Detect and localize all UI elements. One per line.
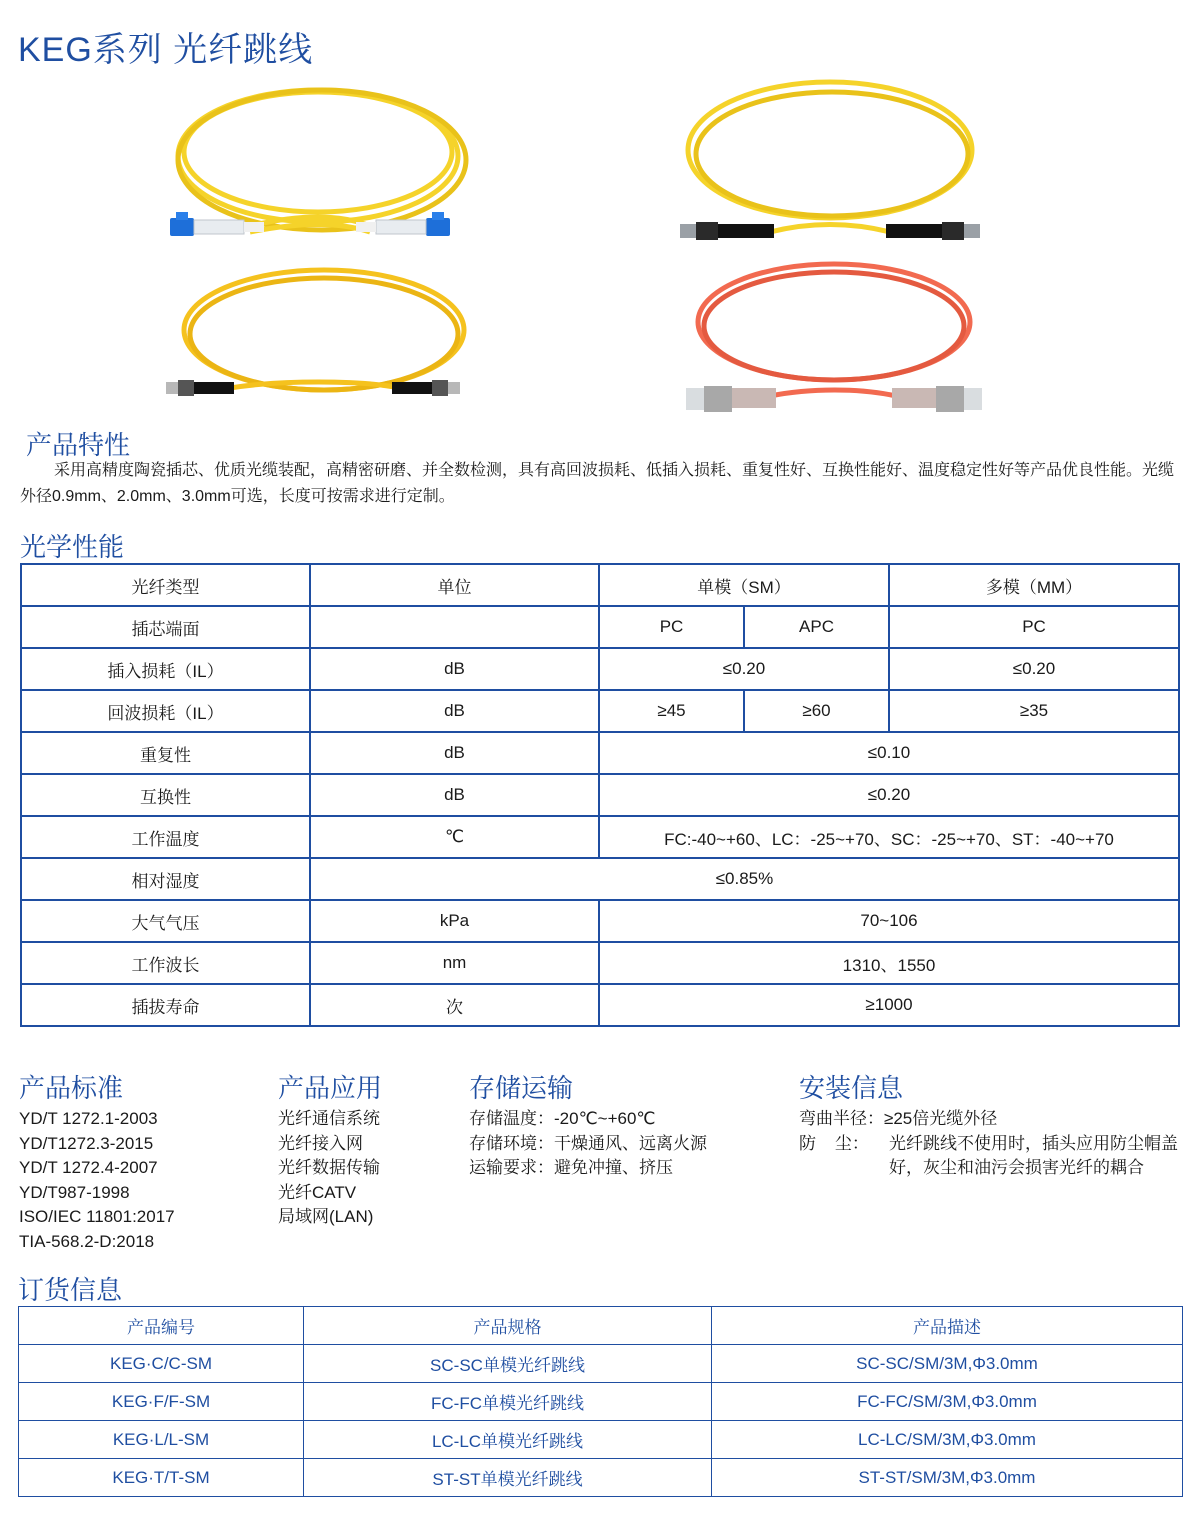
- table-cell: PC: [599, 606, 744, 648]
- table-cell: 互换性: [21, 774, 310, 816]
- list-item: YD/T 1272.4-2007: [19, 1158, 158, 1177]
- storage-section: [469, 1068, 707, 1181]
- table-cell: 工作波长: [21, 942, 310, 984]
- list-item: ISO/IEC 11801:2017: [19, 1207, 175, 1226]
- install-title: 安装信息: [799, 1073, 904, 1103]
- table-cell: SC-SC/SM/3M,Φ3.0mm: [712, 1345, 1183, 1383]
- list-item: 光纤通信系统: [278, 1109, 380, 1128]
- standards-title: 产品标准: [19, 1073, 124, 1103]
- table-cell: dB: [310, 648, 599, 690]
- table-cell: nm: [310, 942, 599, 984]
- table-cell: [310, 606, 599, 648]
- table-cell: FC-FC单模光纤跳线: [304, 1383, 712, 1421]
- table-row: [21, 648, 1179, 690]
- applications-title: 产品应用: [278, 1073, 383, 1103]
- table-cell: ℃: [310, 816, 599, 858]
- table-cell: ≤0.20: [889, 648, 1179, 690]
- table-cell: KEG·F/F-SM: [19, 1383, 304, 1421]
- st-patch-cord-image: [680, 82, 980, 240]
- table-cell: SC-SC单模光纤跳线: [304, 1345, 712, 1383]
- table-cell: 工作温度: [21, 816, 310, 858]
- table-cell: dB: [310, 732, 599, 774]
- table-row: [21, 900, 1179, 942]
- product-photos: [0, 0, 1200, 420]
- list-item: YD/T 1272.1-2003: [19, 1109, 158, 1128]
- table-cell: ≤0.85%: [310, 858, 1179, 900]
- table-cell: KEG·L/L-SM: [19, 1421, 304, 1459]
- table-cell: LC-LC/SM/3M,Φ3.0mm: [712, 1421, 1183, 1459]
- list-item: YD/T1272.3-2015: [19, 1133, 154, 1153]
- table-cell: ST-ST/SM/3M,Φ3.0mm: [712, 1459, 1183, 1497]
- table-row: [21, 774, 1179, 816]
- table-row: [21, 690, 1179, 732]
- page-title: KEG系列 光纤跳线: [18, 31, 314, 69]
- table-cell: 插拔寿命: [21, 984, 310, 1026]
- fc-patch-cord-image: [166, 270, 464, 396]
- table-cell: ≥45: [599, 690, 744, 732]
- table-cell: ≥60: [744, 690, 889, 732]
- list-item: 存储环境：干燥通风、远离火源: [469, 1133, 707, 1153]
- table-cell: PC: [889, 606, 1179, 648]
- list-item: 运输要求：避免冲撞、挤压: [469, 1158, 673, 1177]
- table-cell: 70~106: [599, 900, 1179, 942]
- table-cell: kPa: [310, 900, 599, 942]
- header-cell: 单模（SM）: [599, 564, 889, 606]
- table-cell: 回波损耗（IL）: [21, 690, 310, 732]
- table-row: [21, 942, 1179, 984]
- table-row: [19, 1345, 1183, 1383]
- table-cell: 1310、1550: [599, 942, 1179, 984]
- storage-title: 存储运输: [469, 1073, 574, 1103]
- list-item: 存储温度：-20℃~+60℃: [469, 1109, 656, 1128]
- dust-text: 光纤跳线不使用时，插头应用防尘帽盖好，灰尘和油污会损害光纤的耦合: [889, 1133, 1178, 1177]
- table-cell: ≤0.20: [599, 774, 1179, 816]
- table-row: [21, 564, 1179, 606]
- table-cell: APC: [744, 606, 889, 648]
- table-row: [21, 858, 1179, 900]
- table-cell: ≤0.20: [599, 648, 889, 690]
- table-cell: 插芯端面: [21, 606, 310, 648]
- table-cell: 重复性: [21, 732, 310, 774]
- table-cell: 次: [310, 984, 599, 1026]
- table-cell: KEG·T/T-SM: [19, 1459, 304, 1497]
- table-row: [19, 1307, 1183, 1345]
- table-cell: KEG·C/C-SM: [19, 1345, 304, 1383]
- table-cell: FC:-40~+60、LC：-25~+70、SC：-25~+70、ST：-40~+70: [599, 816, 1179, 858]
- table-cell: dB: [310, 774, 599, 816]
- table-cell: 大气气压: [21, 900, 310, 942]
- sc-patch-cord-image: [686, 264, 982, 412]
- table-row: [21, 984, 1179, 1026]
- table-cell: LC-LC单模光纤跳线: [304, 1421, 712, 1459]
- table-cell: ≥35: [889, 690, 1179, 732]
- table-row: [21, 816, 1179, 858]
- table-row: [19, 1459, 1183, 1497]
- table-row: [21, 606, 1179, 648]
- header-cell: 产品描述: [712, 1307, 1183, 1345]
- dust-row: [799, 1132, 1185, 1181]
- table-row: [19, 1421, 1183, 1459]
- order-title: 订货信息: [18, 1275, 123, 1305]
- lc-patch-cord-image: [170, 90, 466, 236]
- header-cell: 产品规格: [304, 1307, 712, 1345]
- header-cell: 多模（MM）: [889, 564, 1179, 606]
- list-item: YD/T987-1998: [19, 1182, 130, 1202]
- optical-title: 光学性能: [20, 532, 125, 562]
- table-row: [21, 732, 1179, 774]
- dust-label: 防 尘：: [799, 1133, 869, 1153]
- table-cell: 插入损耗（IL）: [21, 648, 310, 690]
- header-cell: 单位: [310, 564, 599, 606]
- list-item: 光纤CATV: [278, 1182, 357, 1202]
- list-item: 光纤接入网: [278, 1133, 363, 1153]
- bend-radius-text: 弯曲半径：≥25倍光缆外径: [799, 1109, 998, 1128]
- features-text: 采用高精度陶瓷插芯、优质光缆装配，高精密研磨、并全数检测，具有高回波损耗、低插入损耗、重复性好、互换性能好、温度稳定性好等产品优良性能。光缆外径0.9mm、2.0mm、3.0mm可选，长度可按需求进行定制。: [20, 462, 1175, 505]
- install-section: [799, 1068, 1185, 1181]
- standards-section: [19, 1068, 175, 1254]
- table-cell: 相对湿度: [21, 858, 310, 900]
- table-cell: ≥1000: [599, 984, 1179, 1026]
- features-title: 产品特性: [26, 430, 131, 460]
- applications-section: [278, 1068, 382, 1230]
- table-cell: ≤0.10: [599, 732, 1179, 774]
- list-item: 局域网(LAN): [278, 1207, 374, 1226]
- table-row: [19, 1383, 1183, 1421]
- optical-performance-table: [20, 563, 1180, 1027]
- table-cell: dB: [310, 690, 599, 732]
- list-item: TIA-568.2-D:2018: [19, 1231, 155, 1251]
- table-cell: FC-FC/SM/3M,Φ3.0mm: [712, 1383, 1183, 1421]
- header-cell: 光纤类型: [21, 564, 310, 606]
- table-cell: ST-ST单模光纤跳线: [304, 1459, 712, 1497]
- list-item: 光纤数据传输: [278, 1158, 380, 1177]
- order-info-table: [18, 1306, 1183, 1497]
- header-cell: 产品编号: [19, 1307, 304, 1345]
